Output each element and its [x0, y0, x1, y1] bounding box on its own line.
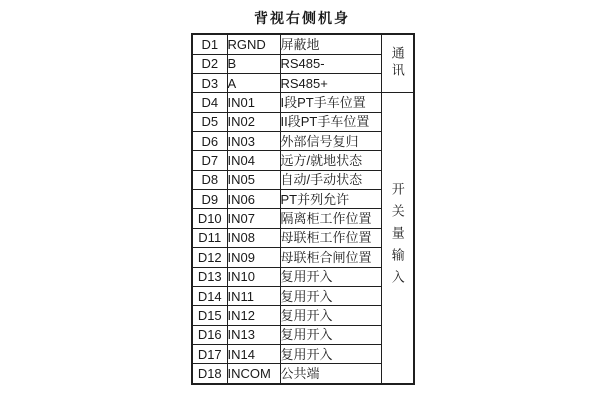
signal-cell: RGND — [227, 34, 280, 54]
pin-cell: D12 — [192, 248, 227, 267]
desc-cell: 公共端 — [280, 364, 381, 384]
pin-cell: D4 — [192, 93, 227, 112]
table-row — [192, 267, 414, 286]
table-row — [192, 344, 414, 363]
pin-cell: D15 — [192, 306, 227, 325]
table-row — [192, 228, 414, 247]
signal-cell: IN04 — [227, 151, 280, 170]
pin-cell: D18 — [192, 364, 227, 384]
pin-cell: D1 — [192, 34, 227, 54]
table-row — [192, 248, 414, 267]
desc-cell: 隔离柜工作位置 — [280, 209, 381, 228]
signal-cell: IN14 — [227, 344, 280, 363]
signal-cell: B — [227, 54, 280, 73]
table-row — [192, 209, 414, 228]
signal-cell: IN09 — [227, 248, 280, 267]
desc-cell: 复用开入 — [280, 267, 381, 286]
pin-cell: D13 — [192, 267, 227, 286]
desc-cell: PT并列允许 — [280, 190, 381, 209]
pin-cell: D2 — [192, 54, 227, 73]
signal-cell: IN03 — [227, 131, 280, 150]
desc-cell: 母联柜工作位置 — [280, 228, 381, 247]
table-row — [192, 112, 414, 131]
table-row — [192, 93, 414, 112]
pin-cell: D9 — [192, 190, 227, 209]
desc-cell: 复用开入 — [280, 286, 381, 305]
desc-cell: 复用开入 — [280, 325, 381, 344]
signal-cell: IN07 — [227, 209, 280, 228]
pin-cell: D7 — [192, 151, 227, 170]
signal-cell: IN13 — [227, 325, 280, 344]
terminal-pinout-table — [191, 33, 415, 385]
pin-cell: D16 — [192, 325, 227, 344]
desc-cell: 母联柜合闸位置 — [280, 248, 381, 267]
table-row — [192, 34, 414, 54]
group-cell-comm — [381, 34, 414, 93]
table-row — [192, 131, 414, 150]
pin-cell: D10 — [192, 209, 227, 228]
signal-cell: INCOM — [227, 364, 280, 384]
desc-cell: II段PT手车位置 — [280, 112, 381, 131]
desc-cell: I段PT手车位置 — [280, 93, 381, 112]
signal-cell: IN11 — [227, 286, 280, 305]
table-row — [192, 286, 414, 305]
desc-cell: 远方/就地状态 — [280, 151, 381, 170]
pin-cell: D5 — [192, 112, 227, 131]
table-row — [192, 190, 414, 209]
pin-cell: D14 — [192, 286, 227, 305]
table-row — [192, 306, 414, 325]
group-label-digital-input: 开关量输入 — [389, 182, 405, 293]
table-row — [192, 364, 414, 384]
table-row — [192, 170, 414, 189]
desc-cell: RS485+ — [280, 73, 381, 92]
pin-cell: D6 — [192, 131, 227, 150]
signal-cell: IN01 — [227, 93, 280, 112]
signal-cell: IN05 — [227, 170, 280, 189]
desc-cell: 复用开入 — [280, 344, 381, 363]
desc-cell: RS485- — [280, 54, 381, 73]
table-row — [192, 73, 414, 92]
diagram-title: 背视右侧机身 — [254, 10, 350, 26]
pin-cell: D3 — [192, 73, 227, 92]
desc-cell: 屏蔽地 — [280, 34, 381, 54]
signal-cell: IN10 — [227, 267, 280, 286]
pin-cell: D11 — [192, 228, 227, 247]
pin-cell: D8 — [192, 170, 227, 189]
desc-cell: 外部信号复归 — [280, 131, 381, 150]
desc-cell: 复用开入 — [280, 306, 381, 325]
signal-cell: IN12 — [227, 306, 280, 325]
signal-cell: IN08 — [227, 228, 280, 247]
signal-cell: IN06 — [227, 190, 280, 209]
table-row — [192, 54, 414, 73]
desc-cell: 自动/手动状态 — [280, 170, 381, 189]
group-label-comm: 通讯 — [389, 45, 405, 80]
group-cell-digital-input — [381, 93, 414, 384]
table-row — [192, 325, 414, 344]
signal-cell: A — [227, 73, 280, 92]
signal-cell: IN02 — [227, 112, 280, 131]
table-row — [192, 151, 414, 170]
pin-cell: D17 — [192, 344, 227, 363]
